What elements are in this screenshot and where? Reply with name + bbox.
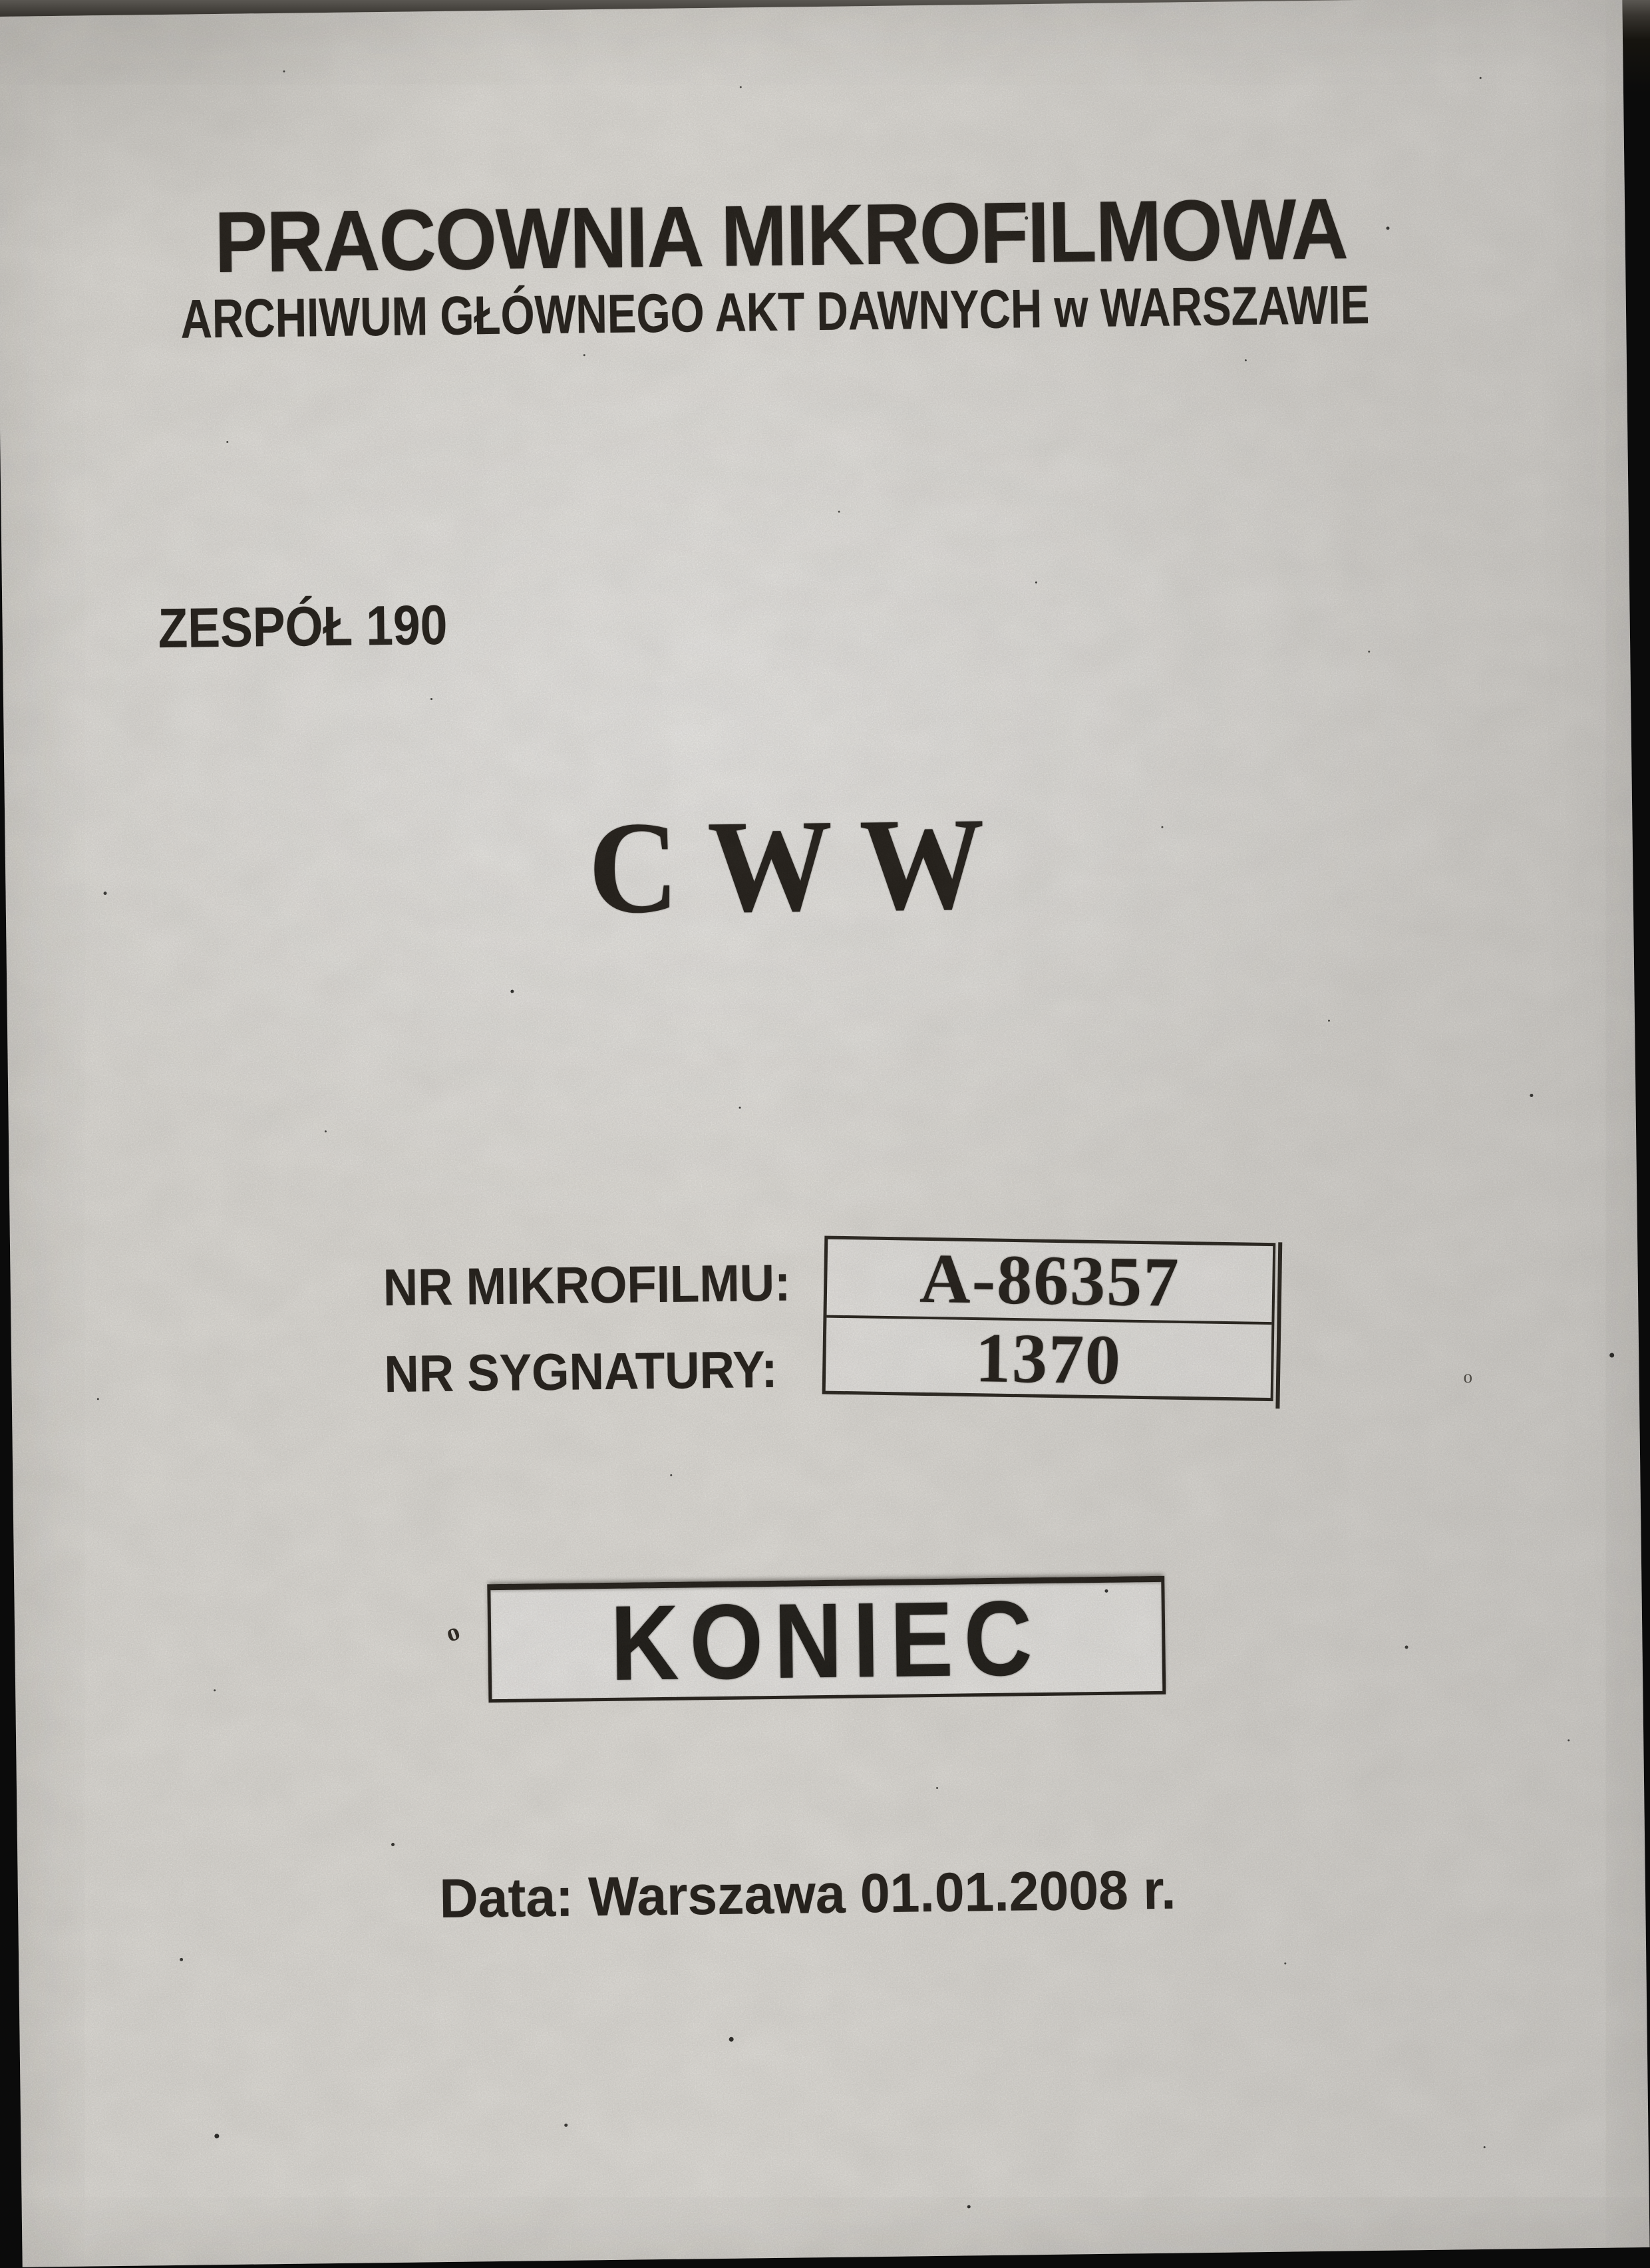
- date-line: Data: Warszawa 01.01.2008 r.: [438, 1858, 1176, 1930]
- stray-ink-mark: o: [1463, 1367, 1473, 1387]
- signature-number-value: 1370: [975, 1319, 1122, 1399]
- archive-subtitle: ARCHIWUM GŁÓWNEGO AKT DAWNYCH w WARSZAWIE: [180, 274, 1370, 350]
- fond-number: ZESPÓŁ 190: [158, 593, 448, 660]
- microfilm-number-label: NR MIKROFILMU:: [383, 1253, 791, 1317]
- numbers-box: [822, 1236, 1276, 1402]
- microfilm-number-value: A-86357: [826, 1239, 1273, 1325]
- workshop-title: PRACOWNIA MIKROFILMOWA: [214, 180, 1348, 291]
- signature-number-label: NR SYGNATURY:: [383, 1339, 778, 1404]
- stray-ink-mark: o: [442, 1617, 464, 1648]
- collection-code: C W W: [587, 790, 986, 941]
- koniec-stamp: [487, 1576, 1166, 1702]
- koniec-stamp-text: KONIEC: [609, 1578, 1044, 1702]
